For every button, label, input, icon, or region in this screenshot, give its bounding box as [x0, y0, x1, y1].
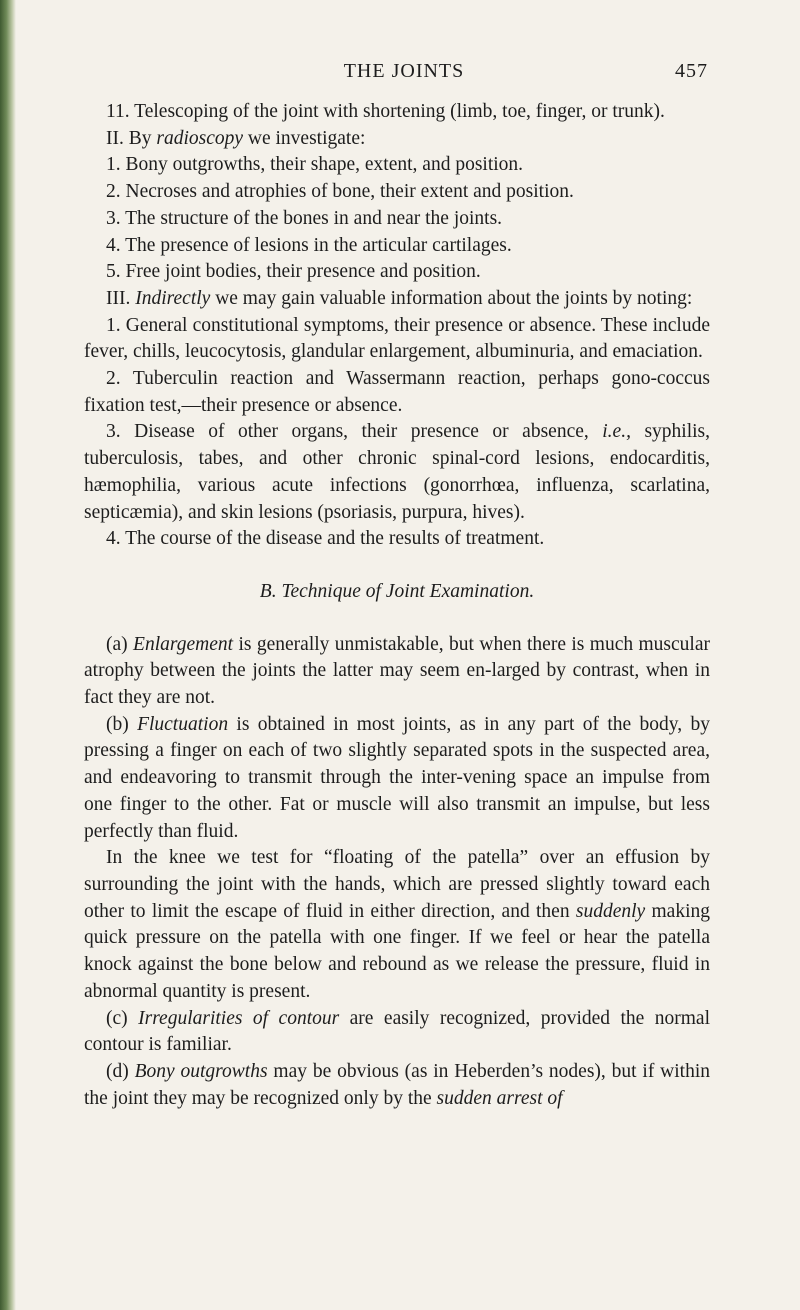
list-item: 2. Tuberculin reaction and Wassermann reaction, perhaps gono-coccus fixation test,—their presence or absence.	[84, 368, 710, 416]
paragraph-b: (b) Fluctuation is obtained in most joints, as in any part of the body, by pressing a finger on each of two slightly separated spots in the suspected area, and endeavoring to transmit through the inter-vening space an impulse from one finger to the other. Fat or muscle will also transmit an impulse, but less perfectly than fluid.	[84, 713, 710, 842]
list-item: 2. Necroses and atrophies of bone, their extent and position.	[106, 181, 574, 203]
list-item: 4. The presence of lesions in the articular cartilages.	[106, 234, 512, 256]
running-header	[100, 60, 708, 90]
list-item: 4. The course of the disease and the results of treatment.	[106, 528, 545, 550]
list-item: 1. Bony outgrowths, their shape, extent, and position.	[106, 154, 524, 176]
list-item: 3. Disease of other organs, their presence or absence, i.e., syphilis, tuberculosis, tabes, and other chronic spinal-cord lesions, endocarditis, hæmophilia, various acute infections (gonorrhœa, influenza, scarlatina, septicæmia), and skin lesions (psoriasis, purpura, hives).	[84, 421, 710, 523]
paragraph-a: (a) Enlargement is generally unmistakable, but when there is much muscular atrophy between the joints the latter may seem en-larged by contrast, when in fact they are not.	[84, 633, 710, 709]
running-title: THE JOINTS	[343, 60, 465, 82]
book-spine-edge	[0, 0, 16, 1310]
page-body	[84, 99, 710, 1112]
list-item: 5. Free joint bodies, their presence and position.	[106, 261, 481, 283]
section-b-heading: B. Technique of Joint Examination.	[259, 580, 535, 602]
paragraph-d: (d) Bony outgrowths may be obvious (as in Heberden’s nodes), but if within the joint they may be recognized only by the sudden arrest of	[84, 1060, 710, 1109]
item-11: 11. Telescoping of the joint with shortening (limb, toe, finger, or trunk).	[106, 101, 665, 122]
paragraph-c: (c) Irregularities of contour are easily recognized, provided the normal contour is familiar.	[84, 1007, 710, 1056]
page-number: 457	[675, 60, 708, 82]
paragraph-knee: In the knee we test for “floating of the patella” over an effusion by surrounding the joint with the hands, which are pressed slightly toward each other to limit the escape of fluid in either direction, and then suddenly making quick pressure on the patella with one finger. If we feel or hear the patella knock against the bone below and rebound as we release the pressure, fluid in abnormal quantity is present.	[84, 847, 710, 1002]
list-item: 3. The structure of the bones in and near the joints.	[106, 207, 503, 229]
list-item: 1. General constitutional symptoms, their presence or absence. These include fever, chills, leucocytosis, glandular enlargement, albuminuria, and emaciation.	[84, 314, 710, 363]
section-ii-intro: II. By radioscopy we investigate:	[106, 127, 366, 149]
section-iii-intro: III. Indirectly we may gain valuable information about the joints by noting:	[106, 287, 693, 309]
